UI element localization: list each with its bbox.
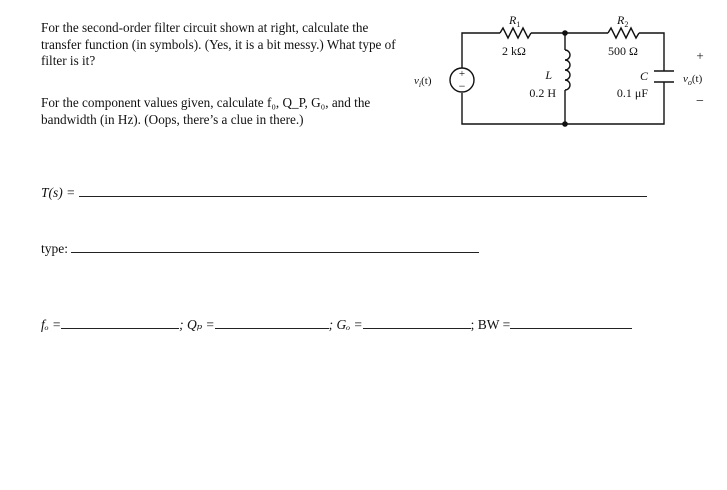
vi-label: $v_i(t)$ [414,75,432,89]
filter-type-label: type: [41,241,68,256]
transfer-function-answer [41,185,647,201]
transfer-function-label: T(s) = [41,185,76,200]
source-minus-sign: − [458,79,466,93]
capacitor-label: C [639,69,648,83]
bw-blank[interactable] [510,317,632,329]
junction-dot-bottom [562,121,568,127]
transfer-function-blank[interactable] [79,185,647,197]
capacitor-value: 0.1 μF [616,86,648,100]
vo-label: $v_o(t)$ [683,73,703,87]
filter-type-answer [41,241,479,257]
question-component-values: For the component values given, calculate f₀, Q_P, G₀, and the bandwidth (in Hz). (Oops, there’s a clue in there.) [41,95,371,127]
inductor-label: L [545,68,552,82]
fo-blank[interactable] [61,317,179,329]
resistor-r1-symbol [500,28,531,38]
inductor-value: 0.2 H [529,86,556,100]
go-label: ; Gₒ = [328,317,363,332]
junction-dot-top [562,30,568,36]
source-plus-sign: + [458,68,466,80]
r2-label: $R_2$ [617,13,629,29]
r1-value: 2 kΩ [502,44,526,58]
parameters-answer [41,317,632,333]
fo-label: fₒ = [41,317,62,332]
qp-label: ; Qₚ = [179,317,215,332]
filter-type-blank[interactable] [71,241,479,253]
resistor-r2-symbol [608,28,639,38]
go-blank[interactable] [363,317,471,329]
inductor-symbol [565,50,570,90]
circuit-diagram [400,5,720,130]
qp-blank[interactable] [215,317,329,329]
output-plus-sign: + [696,48,704,63]
bw-label: ; BW = [470,317,511,332]
output-minus-sign: − [696,94,704,109]
r1-label: $R_1$ [509,13,521,29]
r2-value: 500 Ω [608,44,638,58]
question-transfer-function: For the second-order filter circuit shown at right, calculate the transfer function (in symbols). (Yes, it is a bit messy.) What type of filter is it? [41,20,396,68]
